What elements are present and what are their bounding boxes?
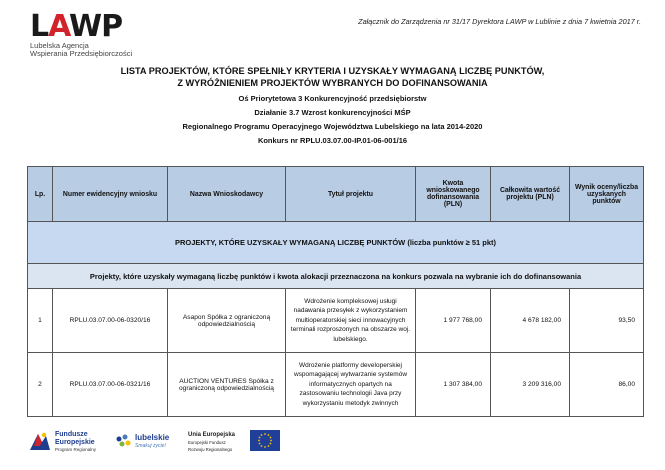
cell-total: 3 209 316,00 bbox=[491, 353, 570, 417]
logo-letters-end: WP bbox=[69, 9, 123, 44]
fe-line-1: Fundusze bbox=[55, 431, 88, 438]
eu-flag-icon bbox=[250, 430, 280, 451]
heading-line-1: LISTA PROJEKTÓW, KTÓRE SPEŁNIŁY KRYTERIA I UZYSKAŁY WYMAGANĄ LICZBĘ PUNKTÓW, bbox=[120, 66, 545, 76]
ue-line-2: Europejski Fundusz bbox=[188, 440, 226, 445]
col-header-score: Wynik oceny/liczba uzyskanych punktów bbox=[570, 167, 644, 222]
lubelskie-tagline: Smakuj życie! bbox=[135, 443, 166, 449]
fe-text bbox=[55, 431, 96, 454]
fe-line-2: Europejskie bbox=[55, 438, 95, 446]
col-header-lp: Lp. bbox=[28, 167, 53, 222]
lubelskie-mark-icon bbox=[113, 432, 133, 452]
cell-applicant: AUCTION VENTURES Spółka z ograniczoną odpowiedzialnością bbox=[168, 353, 286, 417]
heading-line-4: Działanie 3.7 Wzrost konkurencyjności MŚP bbox=[254, 108, 411, 117]
ue-text bbox=[188, 432, 235, 453]
heading-line-5: Regionalnego Programu Operacyjnego Województwa Lubelskiego na lata 2014-2020 bbox=[182, 122, 483, 131]
logo-line-1: Lubelska Agencja bbox=[30, 41, 89, 50]
fe-line-3: Program Regionalny bbox=[55, 447, 97, 452]
cell-lp: 2 bbox=[28, 353, 53, 417]
heading-line-6: Konkurs nr RPLU.03.07.00-IP.01-06-001/16 bbox=[257, 136, 408, 145]
col-header-applicant: Nazwa Wnioskodawcy bbox=[168, 167, 286, 222]
lawp-logo bbox=[30, 9, 140, 62]
cell-title: Wdrożenie platformy developerskiej wspomagającej wytwarzanie systemów informatycznych opartych na zastosowaniu technologii Java przy wykorzystaniu metodyk zwinnych bbox=[286, 353, 416, 417]
table-row bbox=[28, 289, 644, 353]
cell-requested: 1 977 768,00 bbox=[416, 289, 491, 353]
cell-score: 86,00 bbox=[570, 353, 644, 417]
logo-wordmark bbox=[30, 9, 140, 44]
section-row-selected bbox=[28, 264, 644, 289]
attachment-note: Załącznik do Zarządzenia nr 31/17 Dyrektora LAWP w Lublinie z dnia 7 kwietnia 2017 r. bbox=[358, 17, 641, 26]
heading-line-2: Z WYRÓŻNIENIEM PROJEKTÓW WYBRANYCH DO DOFINANSOWANIA bbox=[177, 77, 488, 88]
section-selected-label: Projekty, które uzyskały wymaganą liczbę punktów i kwota alokacji przeznaczona na konkurs pozwala na wybranie ich do dofinansowania bbox=[28, 264, 644, 289]
footer-logos bbox=[28, 428, 288, 458]
document-heading bbox=[0, 66, 665, 147]
table-header-row bbox=[28, 167, 644, 222]
fundusze-europejskie-logo bbox=[28, 428, 108, 456]
cell-score: 93,50 bbox=[570, 289, 644, 353]
section-qualified-label: PROJEKTY, KTÓRE UZYSKAŁY WYMAGANĄ LICZBĘ PUNKTÓW (liczba punktów ≥ 51 pkt) bbox=[28, 222, 644, 264]
cell-applicant: Asapon Spółka z ograniczoną odpowiedzialnością bbox=[168, 289, 286, 353]
ue-logo bbox=[188, 428, 288, 456]
logo-letters-start: L bbox=[30, 9, 49, 44]
fe-flag-icon bbox=[28, 430, 52, 452]
heading-line-3: Oś Priorytetowa 3 Konkurencyjność przedsiębiorstw bbox=[238, 94, 427, 103]
col-header-total: Całkowita wartość projektu (PLN) bbox=[491, 167, 570, 222]
ue-line-1: Unia Europejska bbox=[188, 432, 236, 438]
cell-total: 4 678 182,00 bbox=[491, 289, 570, 353]
col-header-number: Numer ewidencyjny wniosku bbox=[53, 167, 168, 222]
section-row-qualified bbox=[28, 222, 644, 264]
table-row bbox=[28, 353, 644, 417]
col-header-title: Tytuł projektu bbox=[286, 167, 416, 222]
projects-table bbox=[27, 166, 644, 417]
lubelskie-logo bbox=[113, 428, 183, 456]
logo-letter-accent: A bbox=[48, 9, 69, 44]
cell-lp: 1 bbox=[28, 289, 53, 353]
cell-title: Wdrożenie kompleksowej usługi nadawania przesyłek z wykorzystaniem multioperatorskiej sieci innowacyjnych terminali rozproszonych na obszarze woj. lubelskiego. bbox=[286, 289, 416, 353]
logo-line-2: Wspierania Przedsiębiorczości bbox=[30, 49, 133, 58]
cell-requested: 1 307 384,00 bbox=[416, 353, 491, 417]
ue-line-3: Rozwoju Regionalnego bbox=[188, 447, 233, 452]
cell-number: RPLU.03.07.00-06-0320/16 bbox=[53, 289, 168, 353]
cell-number: RPLU.03.07.00-06-0321/16 bbox=[53, 353, 168, 417]
lubelskie-text: lubelskie bbox=[135, 433, 170, 442]
col-header-requested: Kwota wnioskowanego dofinansowania (PLN) bbox=[416, 167, 491, 222]
